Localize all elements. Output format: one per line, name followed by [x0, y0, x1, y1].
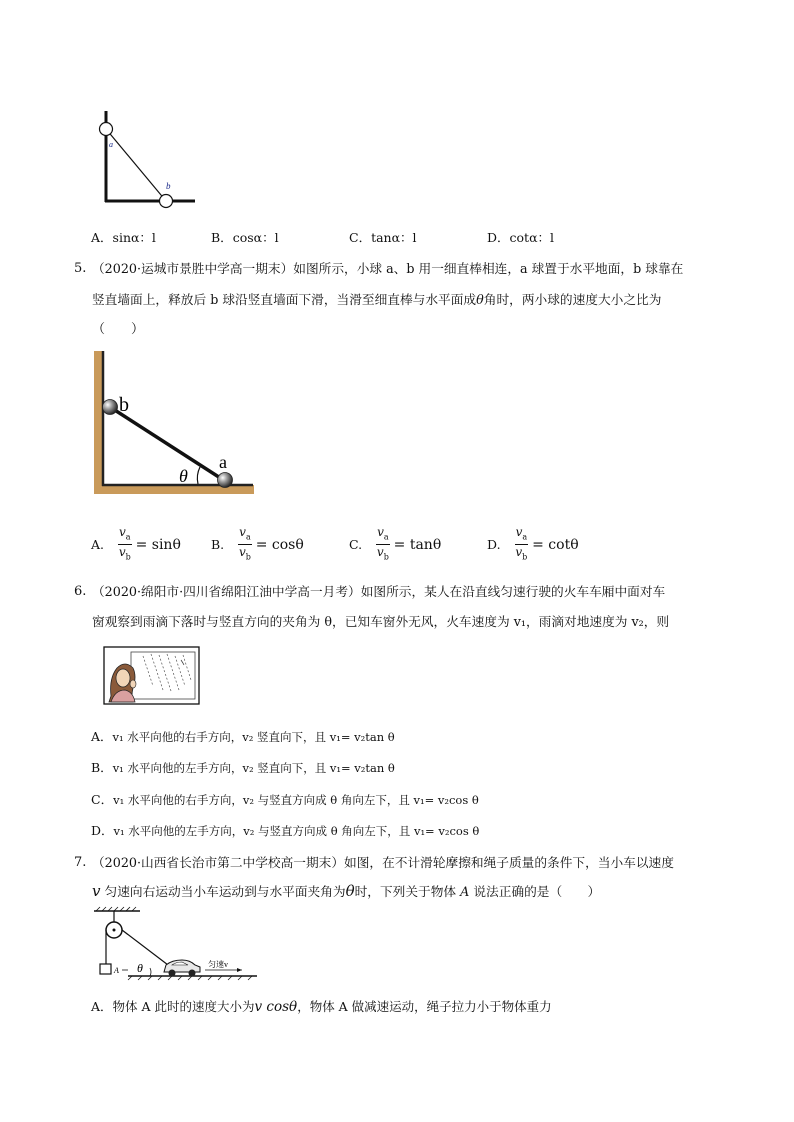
denominator: v	[118, 545, 126, 560]
q7-pulley-axle	[113, 929, 116, 932]
q5-line2	[92, 291, 661, 309]
q5-rod	[110, 407, 225, 481]
q7-A: A	[456, 884, 474, 899]
option-text: sinα：l	[112, 230, 156, 245]
q7-figure	[92, 906, 262, 988]
q6-line1: （2020·绵阳市·四川省绵阳江油中学高一月考）如图所示，某人在沿直线匀速行驶的火车车厢中面对车	[92, 584, 666, 599]
q5-number: 5.	[74, 261, 87, 276]
option-letter: D.	[487, 537, 501, 553]
option-rhs: = tanθ	[393, 536, 442, 553]
option-text: cosα：l	[232, 230, 279, 245]
q6-option-d[interactable]	[91, 821, 479, 839]
option-rhs: = sinθ	[135, 536, 181, 553]
option-text: v₁ 水平向他的右手方向，v₂ 竖直向下，且 v₁= v₂tan θ	[112, 730, 395, 744]
q6-option-b[interactable]	[91, 758, 395, 776]
q5-option-d[interactable]	[487, 525, 579, 565]
q5-line1: （2020·运城市景胜中学高一期末）如图所示，小球 a、b 用一细直棒相连，a 球置于水平地面，b 球靠在	[92, 261, 684, 276]
q6-number: 6.	[74, 584, 87, 599]
q4-figure	[90, 105, 200, 210]
q7-line2-mid: 匀速向右运动当小车运动到与水平面夹角为	[100, 884, 346, 899]
q7-rope-slant	[122, 930, 172, 968]
option-text: v₁ 水平向他的左手方向，v₂ 竖直向下，且 v₁= v₂tan θ	[112, 761, 395, 775]
q5-option-a[interactable]	[91, 525, 181, 565]
q5-line2-pre: 竖直墙面上，释放后 b 球沿竖直墙面下滑，当滑至细直棒与水平面成	[92, 292, 477, 307]
numerator-subscript: a	[125, 532, 131, 542]
q4-option-c[interactable]	[349, 228, 417, 246]
option-text: v₁ 水平向他的左手方向，v₂ 与竖直方向成 θ 角向左下，且 v₁= v₂cos θ	[113, 824, 480, 838]
q7-label-speed: 匀速v	[208, 960, 228, 969]
numerator: v	[119, 525, 126, 539]
q5-option-b[interactable]	[211, 525, 304, 565]
option-rhs: = cosθ	[255, 536, 304, 553]
option-letter: D．	[487, 230, 510, 245]
option-letter: A．	[91, 999, 113, 1014]
option-letter: C．	[91, 792, 114, 807]
q5-theta: θ	[476, 292, 484, 307]
q5-label-theta: θ	[179, 466, 188, 486]
option-text: tanα：l	[371, 230, 417, 245]
fraction	[515, 525, 529, 565]
denominator-subscript: b	[522, 552, 528, 562]
q4-label-b: b	[166, 181, 171, 191]
q5-label-b: b	[119, 394, 129, 416]
q7-speed-arrowhead	[237, 968, 242, 972]
fraction	[118, 525, 132, 565]
numerator-subscript: a	[245, 532, 251, 542]
q5-angle-arc	[197, 467, 200, 484]
q4-ball-b	[160, 195, 173, 208]
option-letter: B．	[211, 230, 233, 245]
numerator: v	[515, 525, 523, 539]
numerator: v	[239, 525, 246, 539]
q4-rod	[106, 129, 166, 201]
q4-option-d[interactable]	[487, 228, 554, 246]
denominator: v	[239, 545, 246, 560]
q7-line2-end: 说法正确的是（ ）	[473, 884, 601, 899]
q7-label-theta: θ	[137, 961, 143, 975]
option-letter: B．	[91, 760, 113, 775]
numerator: v	[377, 525, 384, 539]
option-letter: D．	[91, 823, 114, 838]
q7-v: v	[92, 882, 101, 900]
option-letter: A.	[91, 537, 105, 553]
option-text-pre: 物体 A 此时的速度大小为	[112, 999, 255, 1014]
numerator-subscript: a	[522, 532, 528, 542]
q7-car	[164, 960, 200, 977]
q7-ceiling	[94, 907, 140, 911]
option-letter: C.	[349, 537, 363, 553]
option-text: v₁ 水平向他的右手方向，v₂ 与竖直方向成 θ 角向左下，且 v₁= v₂cos θ	[113, 793, 479, 807]
q7-angle-arc	[150, 968, 151, 976]
q5-figure	[90, 347, 260, 499]
q5-wall-hatch	[94, 351, 103, 491]
q6-option-a[interactable]	[91, 727, 395, 745]
q4-option-a[interactable]	[91, 228, 156, 246]
option-text: cotα：l	[509, 230, 555, 245]
q4-option-b[interactable]	[211, 228, 279, 246]
option-letter: A．	[91, 230, 113, 245]
option-rhs: = cotθ	[532, 536, 579, 553]
q6-option-c[interactable]	[91, 790, 479, 808]
q5-answer-paren: （ ）	[92, 322, 145, 337]
q5-line2-post: 角时，两小球的速度大小之比为	[483, 292, 662, 307]
denominator: v	[515, 545, 523, 560]
q4-label-a: a	[109, 140, 113, 149]
denominator: v	[376, 545, 384, 560]
q6-line2: 窗观察到雨滴下落时与竖直方向的夹角为 θ，已知车窗外无风，火车速度为 v₁，雨滴对地速度为 v₂，则	[92, 614, 670, 629]
q5-ball-a	[218, 473, 233, 488]
q7-line1: （2020·山西省长治市第二中学校高一期末）如图，在不计滑轮摩擦和绳子质量的条件下，当小车以速度	[92, 855, 674, 870]
q4-ball-a	[100, 123, 113, 136]
q5-label-a: a	[219, 452, 227, 472]
q7-theta: θ	[345, 882, 355, 900]
fraction	[376, 525, 390, 565]
q5-floor-hatch	[94, 485, 254, 494]
numerator-subscript: a	[383, 532, 389, 542]
q7-line2	[92, 882, 600, 901]
q7-line2-post: 时，下列关于物体	[354, 884, 457, 899]
option-letter: A．	[91, 729, 113, 744]
q7-option-a[interactable]	[91, 997, 552, 1015]
denominator-subscript: b	[245, 552, 251, 562]
q7-number: 7.	[74, 855, 87, 870]
q6-figure	[103, 646, 201, 706]
option-expression: v cosθ	[254, 999, 298, 1015]
denominator-subscript: b	[383, 552, 389, 562]
denominator-subscript: b	[125, 552, 131, 562]
option-letter: C．	[349, 230, 372, 245]
q7-label-A: A	[114, 966, 119, 975]
q7-block-A	[100, 964, 111, 974]
option-letter: B.	[211, 537, 225, 553]
fraction	[238, 525, 252, 565]
q5-option-c[interactable]	[349, 525, 441, 565]
q5-ball-b	[103, 400, 118, 415]
option-text-post: ，物体 A 做减速运动，绳子拉力小于物体重力	[297, 999, 552, 1014]
